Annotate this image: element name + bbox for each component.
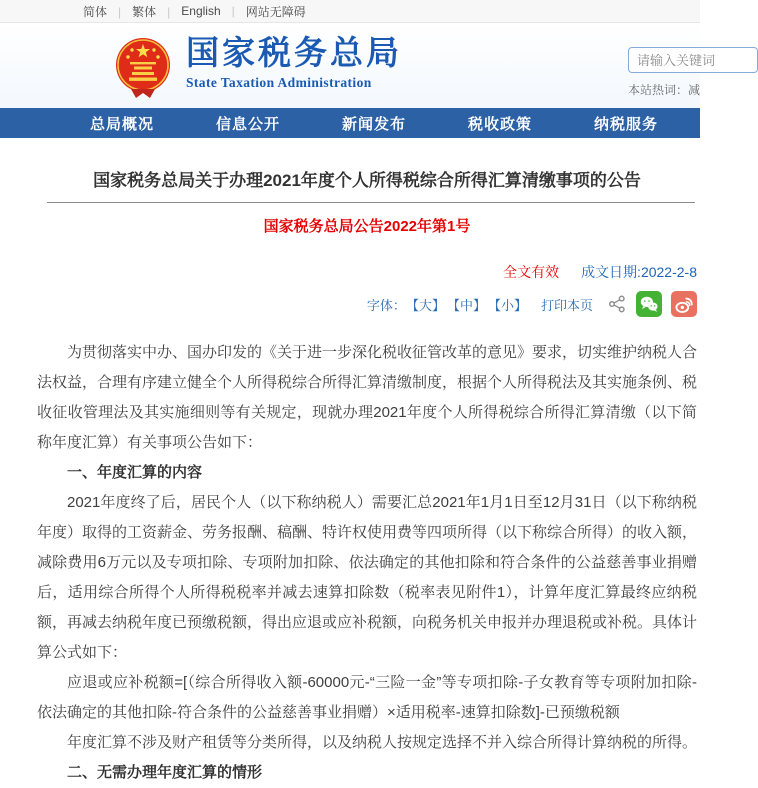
hot-words-label: 本站热词：	[628, 83, 689, 97]
nav-item[interactable]: 税收政策	[467, 115, 532, 133]
main-nav	[0, 108, 700, 138]
language-link[interactable]: 繁体 |	[132, 3, 181, 20]
share-icon[interactable]	[607, 294, 627, 314]
nav-item[interactable]: 总局概况	[90, 115, 155, 133]
font-size-label: 字体：	[366, 297, 406, 313]
article-paragraph: 二、无需办理年度汇算的情形	[67, 764, 263, 781]
print-page-button[interactable]: 打印本页	[540, 297, 593, 313]
font-size-button[interactable]: 【大】	[405, 297, 445, 313]
article-paragraph: 年度汇算不涉及财产租赁等分类所得，以及纳税人按规定选择不并入综合所得计算纳税的所得。	[67, 734, 698, 751]
search-input[interactable]	[628, 47, 758, 73]
validity-status: 全文有效	[503, 264, 560, 280]
language-link[interactable]: 网站无障碍	[245, 4, 306, 19]
language-link[interactable]: English |	[181, 4, 245, 18]
document-number: 国家税务总局公告2022年第1号	[263, 218, 471, 235]
article-paragraph: 2021年度终了后，居民个人（以下称纳税人）需要汇总2021年1月1日至12月31日（以下称纳税年度）取得的工资薪金、劳务报酬、稿酬、特许权使用费等四项所得（以下称综合所得）的收入额，减除费用6万元以及专项扣除、专项附加扣除、依法确定的其他扣除和符合条件的公益慈善事业捐赠后，适用综合所得个人所得税税率并减去速算扣除数（税率表见附件1），计算年度汇算最终应纳税额，再减去纳税年度已预缴税额，得出应退或应补税额，向税务机关申报并办理退税或补税。具体计算公式如下：	[37, 494, 698, 661]
national-emblem-logo[interactable]	[111, 33, 175, 101]
article-body	[37, 338, 697, 788]
nav-item[interactable]: 纳税服务	[593, 115, 658, 133]
article-paragraph: 应退或应补税额=[（综合所得收入额-60000元-“三险一金”等专项扣除-子女教育等专项附加扣除-依法确定的其他扣除-符合条件的公益慈善事业捐赠）×适用税率-速算扣除数]-已预缴税额	[37, 674, 697, 721]
article	[0, 170, 700, 788]
article-meta	[37, 263, 697, 281]
language-link[interactable]: 简体 |	[83, 3, 132, 20]
hot-words-value[interactable]: 减	[688, 83, 701, 97]
site-title-english: State Taxation Administration	[186, 75, 372, 90]
weibo-share-icon[interactable]	[671, 291, 697, 317]
site-search	[628, 47, 758, 73]
font-size-button[interactable]: 【中】	[446, 297, 486, 313]
site-brand	[186, 34, 402, 91]
wechat-share-icon[interactable]	[636, 291, 662, 317]
nav-item[interactable]: 信息公开	[215, 115, 280, 133]
article-paragraph: 为贯彻落实中办、国办印发的《关于进一步深化税收征管改革的意见》要求，切实维护纳税人合法权益，合理有序建立健全个人所得税综合所得汇算清缴制度，根据个人所得税法及其实施条例、税收征收管理法及其实施细则等有关规定，现就办理2021年度个人所得税综合所得汇算清缴（以下简称年度汇算）有关事项公告如下：	[37, 344, 698, 451]
page-controls	[37, 291, 697, 317]
language-links	[83, 3, 306, 20]
article-title: 国家税务总局关于办理2021年度个人所得税综合所得汇算清缴事项的公告	[93, 171, 641, 190]
hot-words	[628, 81, 700, 98]
national-emblem-icon	[111, 33, 175, 101]
site-header	[0, 23, 700, 108]
title-divider	[47, 202, 695, 203]
top-utility-bar	[0, 0, 700, 23]
nav-item[interactable]: 新闻发布	[341, 115, 406, 133]
font-size-button[interactable]: 【小】	[487, 297, 527, 313]
issue-date: 成文日期:2022-2-8	[581, 264, 697, 280]
font-size-options	[406, 295, 529, 314]
site-title: 国家税务总局	[186, 34, 402, 71]
article-paragraph: 一、年度汇算的内容	[67, 464, 203, 481]
